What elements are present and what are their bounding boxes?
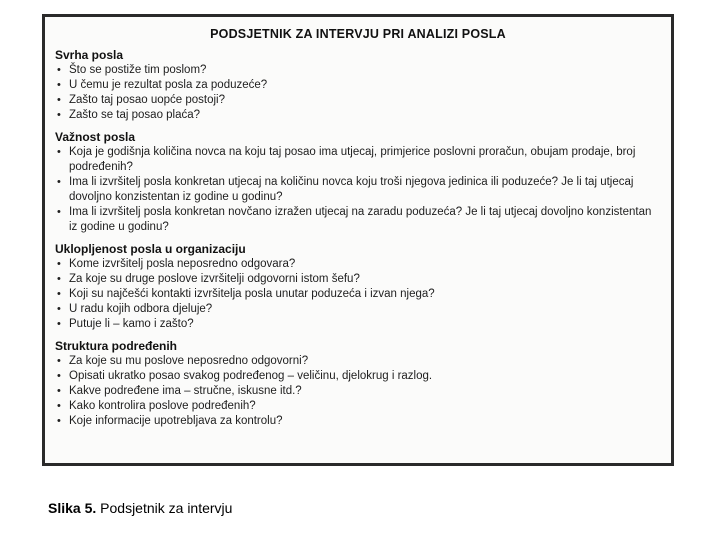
- list-item-text: Kako kontrolira poslove podređenih?: [69, 400, 256, 412]
- list-item-text: Zašto se taj posao plaća?: [69, 109, 201, 121]
- list-item: [55, 272, 661, 287]
- caption-text: Podsjetnik za intervju: [100, 500, 233, 516]
- bullet-icon: •: [57, 109, 61, 121]
- bullet-icon: •: [57, 94, 61, 106]
- bullet-icon: •: [57, 176, 61, 188]
- list-item-text: Koje informacije upotrebljava za kontrolu?: [69, 415, 283, 427]
- bullet-icon: •: [57, 206, 61, 218]
- list-item: [55, 399, 661, 414]
- list-item-text: Što se postiže tim poslom?: [69, 64, 207, 76]
- sections-container: [55, 48, 661, 429]
- section-heading: Struktura podređenih: [55, 339, 178, 353]
- list-item-text: Za koje su druge poslove izvršitelji odgovorni istom šefu?: [69, 273, 360, 285]
- document-title: PODSJETNIK ZA INTERVJU PRI ANALIZI POSLA: [210, 27, 506, 41]
- bullet-icon: •: [57, 355, 61, 367]
- bullet-icon: •: [57, 370, 61, 382]
- bullet-list: [55, 354, 661, 429]
- list-item: [55, 108, 661, 123]
- list-item-text: U čemu je rezultat posla za poduzeće?: [69, 79, 268, 91]
- list-item-text: Zašto taj posao uopće postoji?: [69, 94, 225, 106]
- list-item-text: Koji su najčešći kontakti izvršitelja posla unutar poduzeća i izvan njega?: [69, 288, 435, 300]
- list-item: [55, 257, 661, 272]
- caption-label: Slika 5.: [48, 500, 97, 516]
- section-heading: Važnost posla: [55, 130, 136, 144]
- list-item: [55, 302, 661, 317]
- list-item-text: Kakve podređene ima – stručne, iskusne itd.?: [69, 385, 302, 397]
- list-item: [55, 414, 661, 429]
- list-item: [55, 145, 661, 175]
- bullet-icon: •: [57, 318, 61, 330]
- bullet-icon: •: [57, 400, 61, 412]
- section-heading: Uklopljenost posla u organizaciju: [55, 242, 246, 256]
- section-heading: Svrha posla: [55, 48, 124, 62]
- list-item: [55, 175, 661, 205]
- list-item: [55, 205, 661, 235]
- list-item: [55, 287, 661, 302]
- bullet-icon: •: [57, 258, 61, 270]
- list-item: [55, 93, 661, 108]
- list-item: [55, 317, 661, 332]
- list-item-text: Kome izvršitelj posla neposredno odgovara?: [69, 258, 296, 270]
- bullet-icon: •: [57, 288, 61, 300]
- list-item-text: Za koje su mu poslove neposredno odgovorni?: [69, 355, 309, 367]
- list-item: [55, 384, 661, 399]
- bullet-icon: •: [57, 79, 61, 91]
- bullet-icon: •: [57, 303, 61, 315]
- list-item-text: U radu kojih odbora djeluje?: [69, 303, 213, 315]
- section: [55, 339, 661, 429]
- bullet-list: [55, 257, 661, 332]
- document-body: [55, 25, 661, 429]
- list-item-text: Ima li izvršitelj posla konkretan utjecaj na količinu novca koju troši njegova jedinica ili poduzeće? Je li taj utjecaj dovoljno konzistentan iz godine u godinu?: [69, 176, 634, 203]
- figure-caption: [48, 500, 232, 516]
- bullet-list: [55, 145, 661, 235]
- list-item-text: Putuje li – kamo i zašto?: [69, 318, 194, 330]
- list-item: [55, 78, 661, 93]
- bullet-icon: •: [57, 146, 61, 158]
- list-item-text: Opisati ukratko posao svakog podređenog – veličinu, djelokrug i razlog.: [69, 370, 433, 382]
- list-item: [55, 63, 661, 78]
- section: [55, 242, 661, 332]
- bullet-icon: •: [57, 64, 61, 76]
- bullet-icon: •: [57, 385, 61, 397]
- bullet-icon: •: [57, 273, 61, 285]
- section: [55, 48, 661, 123]
- scanned-document: [42, 14, 674, 466]
- list-item-text: Koja je godišnja količina novca na koju taj posao ima utjecaj, primjerice poslovni proračun, obujam prodaje, broj podređenih?: [69, 146, 636, 173]
- list-item: [55, 354, 661, 369]
- section: [55, 130, 661, 235]
- bullet-list: [55, 63, 661, 123]
- list-item: [55, 369, 661, 384]
- list-item-text: Ima li izvršitelj posla konkretan novčano izražen utjecaj na zaradu poduzeća? Je li taj utjecaj dovoljno konzistentan iz godine u godinu?: [69, 206, 652, 233]
- bullet-icon: •: [57, 415, 61, 427]
